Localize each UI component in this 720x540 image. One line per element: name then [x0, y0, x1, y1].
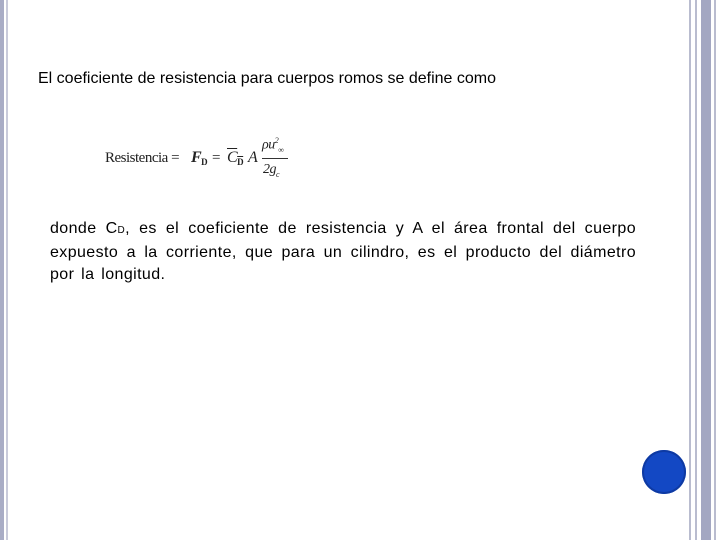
slide-nav-button[interactable]	[642, 450, 686, 494]
formula-numerator: $\rho u^2_\infty$	[262, 136, 284, 155]
formula-lhs: Resistencia =	[105, 150, 180, 166]
formula-force: FD	[191, 149, 208, 167]
formula-area: A	[248, 149, 258, 166]
body-paragraph: donde CD, es el coeficiente de resistencia y A el área frontal del cuerpo expuesto a la corriente, que para un cilindro, es el producto del diámetro por la longitud.	[50, 220, 636, 283]
formula-denominator: $2g_c$	[263, 162, 280, 179]
right-border-bar	[701, 0, 711, 540]
formula-coefficient: CD	[227, 149, 244, 167]
drag-formula	[105, 133, 305, 193]
left-border-line	[6, 0, 8, 540]
intro-text: El coeficiente de resistencia para cuerpos romos se define como	[38, 70, 497, 87]
formula-equals: =	[212, 150, 220, 166]
left-border-bar	[0, 0, 4, 540]
right-border-line-2	[695, 0, 697, 540]
right-border-line-1	[689, 0, 691, 540]
formula-fraction-line	[262, 158, 288, 159]
right-border-line-3	[714, 0, 716, 540]
